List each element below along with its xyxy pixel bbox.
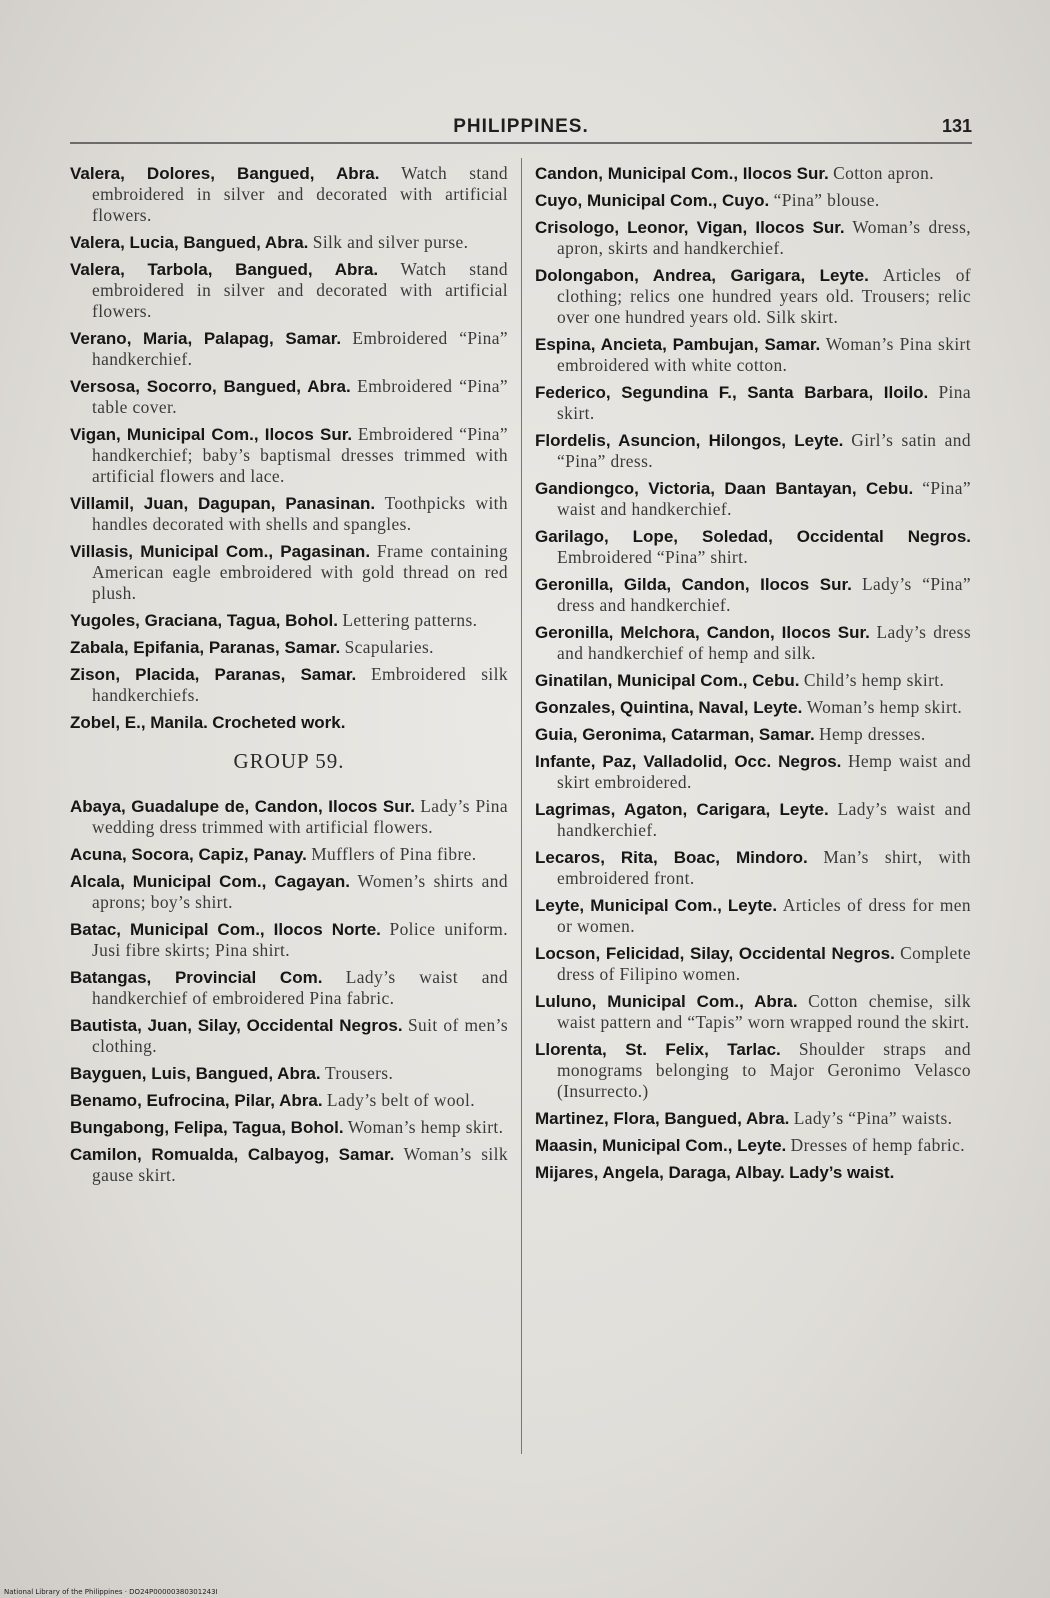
exhibit-description: Embroidered silk handkerchiefs. xyxy=(92,664,508,705)
exhibitor-name: Guia, Geronima, Catarman, Samar. xyxy=(535,725,815,744)
exhibitor-name: Zison, Placida, Paranas, Samar. xyxy=(70,665,357,684)
running-head: PHILIPPINES. xyxy=(453,116,589,137)
exhibit-description: Cotton apron. xyxy=(833,163,934,183)
right-entries xyxy=(535,163,971,1183)
left-entries-after-group xyxy=(70,796,508,1186)
exhibitor-name: Infante, Paz, Valladolid, Occ. Negros. xyxy=(535,752,842,771)
exhibit-description: Girl’s satin and “Pina” dress. xyxy=(557,430,971,471)
catalog-entry xyxy=(70,1117,508,1138)
exhibitor-name: Ginatilan, Municipal Com., Cebu. xyxy=(535,671,800,690)
catalog-entry xyxy=(535,697,971,718)
exhibit-description: Articles of clothing; relics one hundred years old. Trousers; relic over one hundred years old. Silk skirt. xyxy=(557,265,971,327)
exhibit-description: Women’s shirts and aprons; boy’s shirt. xyxy=(92,871,508,912)
exhibitor-name: Crisologo, Leonor, Vigan, Ilocos Sur. xyxy=(535,218,845,237)
catalog-entry xyxy=(535,847,971,889)
catalog-entry xyxy=(535,724,971,745)
exhibitor-name: Bayguen, Luis, Bangued, Abra. xyxy=(70,1064,321,1083)
catalog-entry xyxy=(70,1015,508,1057)
catalog-entry xyxy=(70,919,508,961)
catalog-entry xyxy=(70,1144,508,1186)
exhibit-description: Man’s shirt, with embroidered front. xyxy=(557,847,971,888)
exhibitor-name: Martinez, Flora, Bangued, Abra. xyxy=(535,1109,790,1128)
catalog-entry xyxy=(70,232,508,253)
catalog-entry xyxy=(70,664,508,706)
exhibitor-name: Federico, Segundina F., Santa Barbara, Iloilo. xyxy=(535,383,929,402)
catalog-entry xyxy=(535,478,971,520)
catalog-entry xyxy=(70,712,508,733)
exhibitor-name: Garilago, Lope, Soledad, Occidental Negros. xyxy=(535,527,971,546)
exhibitor-name: Bungabong, Felipa, Tagua, Bohol. xyxy=(70,1118,344,1137)
exhibitor-name: Llorenta, St. Felix, Tarlac. xyxy=(535,1040,781,1059)
catalog-entry xyxy=(535,895,971,937)
exhibit-description: Pina skirt. xyxy=(557,382,971,423)
exhibitor-name: Dolongabon, Andrea, Garigara, Leyte. xyxy=(535,266,869,285)
catalog-entry xyxy=(535,670,971,691)
catalog-entry xyxy=(70,610,508,631)
exhibitor-name: Vigan, Municipal Com., Ilocos Sur. xyxy=(70,425,353,444)
catalog-entry xyxy=(535,382,971,424)
exhibit-description: Silk and silver purse. xyxy=(312,232,469,252)
catalog-entry xyxy=(535,526,971,568)
catalog-entry xyxy=(535,991,971,1033)
exhibit-description: Embroidered “Pina” table cover. xyxy=(92,376,508,417)
page-number: 131 xyxy=(941,116,972,136)
exhibitor-name: Geronilla, Gilda, Candon, Ilocos Sur. xyxy=(535,575,852,594)
exhibit-description: Watch stand embroidered in silver and decorated with artificial flowers. xyxy=(92,163,508,225)
exhibitor-name: Abaya, Guadalupe de, Candon, Ilocos Sur. xyxy=(70,797,416,816)
exhibit-description: Shoulder straps and monograms belonging to Major Geronimo Velasco (Insurrecto.) xyxy=(557,1039,971,1101)
exhibitor-name: Flordelis, Asuncion, Hilongos, Leyte. xyxy=(535,431,844,450)
group-heading: GROUP 59. xyxy=(233,749,345,773)
exhibit-description: Toothpicks with handles decorated with shells and spangles. xyxy=(92,493,508,534)
exhibit-description: Lady’s dress and handkerchief of hemp and silk. xyxy=(557,622,971,663)
catalog-entry xyxy=(535,163,971,184)
exhibitor-name: Locson, Felicidad, Silay, Occidental Negros. xyxy=(535,944,895,963)
catalog-entry xyxy=(70,871,508,913)
catalog-entry xyxy=(535,1108,971,1129)
exhibitor-name: Bautista, Juan, Silay, Occidental Negros. xyxy=(70,1016,403,1035)
catalog-entry xyxy=(70,844,508,865)
left-column xyxy=(70,163,508,1192)
exhibit-description: Lettering patterns. xyxy=(342,610,478,630)
exhibitor-name: Cuyo, Municipal Com., Cuyo. xyxy=(535,191,770,210)
exhibit-description: Child’s hemp skirt. xyxy=(803,670,945,690)
catalog-entry xyxy=(70,376,508,418)
catalog-entry xyxy=(535,190,971,211)
exhibit-description: Dresses of hemp fabric. xyxy=(790,1135,965,1155)
catalog-entry xyxy=(535,217,971,259)
exhibitor-name: Mijares, Angela, Daraga, Albay. xyxy=(535,1163,785,1182)
catalog-entry xyxy=(70,796,508,838)
catalog-entry xyxy=(70,541,508,604)
exhibit-description: Trousers. xyxy=(325,1063,394,1083)
catalog-entry xyxy=(70,424,508,487)
exhibit-description: Woman’s Pina skirt embroidered with white cotton. xyxy=(557,334,971,375)
exhibitor-name: Candon, Municipal Com., Ilocos Sur. xyxy=(535,164,829,183)
exhibitor-name: Gandiongco, Victoria, Daan Bantayan, Cebu. xyxy=(535,479,914,498)
exhibit-description: Lady’s waist. xyxy=(789,1163,895,1182)
column-divider xyxy=(521,158,522,1454)
exhibit-description: Woman’s silk gause skirt. xyxy=(92,1144,508,1185)
exhibitor-name: Camilon, Romualda, Calbayog, Samar. xyxy=(70,1145,395,1164)
exhibit-description: Frame containing American eagle embroidered with gold thread on red plush. xyxy=(92,541,508,603)
catalog-entry xyxy=(535,1135,971,1156)
page-header xyxy=(70,116,972,144)
exhibitor-name: Villasis, Municipal Com., Pagasinan. xyxy=(70,542,371,561)
catalog-entry xyxy=(535,1162,971,1183)
exhibitor-name: Verano, Maria, Palapag, Samar. xyxy=(70,329,342,348)
exhibit-description: Embroidered “Pina” handkerchief. xyxy=(92,328,509,369)
catalog-entry xyxy=(70,967,508,1009)
exhibit-description: Woman’s hemp skirt. xyxy=(347,1117,504,1137)
exhibitor-name: Zabala, Epifania, Paranas, Samar. xyxy=(70,638,341,657)
exhibit-description: “Pina” blouse. xyxy=(773,190,880,210)
catalog-entry xyxy=(535,799,971,841)
exhibit-description: Lady’s waist and handkerchief. xyxy=(557,799,971,840)
exhibitor-name: Lagrimas, Agaton, Carigara, Leyte. xyxy=(535,800,829,819)
exhibit-description: Embroidered “Pina” shirt. xyxy=(557,547,749,567)
exhibitor-name: Maasin, Municipal Com., Leyte. xyxy=(535,1136,787,1155)
catalog-entry xyxy=(535,430,971,472)
exhibit-description: Lady’s “Pina” dress and handkerchief. xyxy=(557,574,971,615)
left-entries-before-group xyxy=(70,163,508,733)
catalog-entry xyxy=(70,1090,508,1111)
exhibitor-name: Acuna, Socora, Capiz, Panay. xyxy=(70,845,307,864)
exhibit-description: Embroidered “Pina” handkerchief; baby’s baptismal dresses trimmed with artificial flowers and lace. xyxy=(92,424,508,486)
right-column xyxy=(535,163,971,1189)
exhibitor-name: Leyte, Municipal Com., Leyte. xyxy=(535,896,778,915)
exhibit-description: Suit of men’s clothing. xyxy=(92,1015,508,1056)
scan-footer: National Library of the Philippines · DO24P00000380301243I xyxy=(4,1588,218,1596)
exhibitor-name: Villamil, Juan, Dagupan, Panasinan. xyxy=(70,494,376,513)
exhibitor-name: Alcala, Municipal Com., Cagayan. xyxy=(70,872,350,891)
exhibit-description: Lady’s waist and handkerchief of embroidered Pina fabric. xyxy=(92,967,509,1008)
exhibitor-name: Versosa, Socorro, Bangued, Abra. xyxy=(70,377,351,396)
catalog-entry xyxy=(70,328,508,370)
exhibit-description: Mufflers of Pina fibre. xyxy=(311,844,477,864)
catalog-entry xyxy=(535,574,971,616)
catalog-entry xyxy=(535,751,971,793)
exhibitor-name: Benamo, Eufrocina, Pilar, Abra. xyxy=(70,1091,323,1110)
exhibitor-name: Lecaros, Rita, Boac, Mindoro. xyxy=(535,848,808,867)
catalog-entry xyxy=(535,265,971,328)
exhibitor-name: Luluno, Municipal Com., Abra. xyxy=(535,992,798,1011)
exhibit-description: Complete dress of Filipino women. xyxy=(557,943,971,984)
exhibit-description: Watch stand embroidered in silver and decorated with artificial flowers. xyxy=(92,259,508,321)
exhibitor-name: Gonzales, Quintina, Naval, Leyte. xyxy=(535,698,803,717)
catalog-entry xyxy=(535,943,971,985)
catalog-entry xyxy=(70,259,508,322)
exhibitor-name: Espina, Ancieta, Pambujan, Samar. xyxy=(535,335,821,354)
exhibitor-name: Batac, Municipal Com., Ilocos Norte. xyxy=(70,920,381,939)
exhibit-description: Cotton chemise, silk waist pattern and “Tapis” worn wrapped round the skirt. xyxy=(557,991,971,1032)
exhibit-description: Hemp dresses. xyxy=(819,724,926,744)
exhibit-description: Lady’s Pina wedding dress trimmed with artificial flowers. xyxy=(92,796,508,837)
exhibit-description: “Pina” waist and handkerchief. xyxy=(557,478,971,519)
catalog-entry xyxy=(70,637,508,658)
exhibit-description: Crocheted work. xyxy=(212,713,346,732)
catalog-entry xyxy=(70,1063,508,1084)
exhibitor-name: Geronilla, Melchora, Candon, Ilocos Sur. xyxy=(535,623,870,642)
exhibitor-name: Yugoles, Graciana, Tagua, Bohol. xyxy=(70,611,338,630)
catalog-entry xyxy=(535,1039,971,1102)
exhibit-description: Woman’s hemp skirt. xyxy=(806,697,963,717)
catalog-entry xyxy=(535,622,971,664)
catalog-entry xyxy=(70,163,508,226)
catalog-entry xyxy=(535,334,971,376)
catalog-entry xyxy=(70,493,508,535)
exhibitor-name: Zobel, E., Manila. xyxy=(70,713,208,732)
exhibit-description: Woman’s dress, apron, skirts and handkerchief. xyxy=(557,217,971,258)
exhibitor-name: Batangas, Provincial Com. xyxy=(70,968,323,987)
exhibit-description: Hemp waist and skirt embroidered. xyxy=(557,751,971,792)
exhibitor-name: Valera, Lucia, Bangued, Abra. xyxy=(70,233,309,252)
exhibit-description: Lady’s “Pina” waists. xyxy=(793,1108,953,1128)
exhibit-description: Scapularies. xyxy=(344,637,434,657)
exhibitor-name: Valera, Dolores, Bangued, Abra. xyxy=(70,164,380,183)
exhibit-description: Lady’s belt of wool. xyxy=(326,1090,475,1110)
exhibitor-name: Valera, Tarbola, Bangued, Abra. xyxy=(70,260,379,279)
exhibit-description: Police uniform. Jusi fibre skirts; Pina shirt. xyxy=(92,919,508,960)
exhibit-description: Articles of dress for men or women. xyxy=(557,895,971,936)
